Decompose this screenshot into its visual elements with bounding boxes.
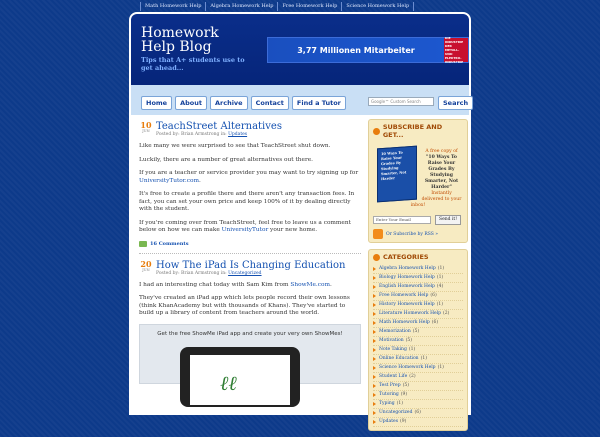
- arrow-right-icon: [373, 339, 376, 343]
- category-label[interactable]: Math Homework Help: [379, 320, 430, 325]
- post-paragraph: Luckily, there are a number of great alternatives out there.: [139, 156, 313, 163]
- category-label[interactable]: Student Life: [379, 374, 408, 379]
- post-paragraph: If you are a teacher or service provider you may want to try signing up for UniversityTutor.com.: [139, 170, 359, 184]
- post-paragraph-suffix: your new home.: [268, 227, 318, 233]
- category-item[interactable]: [373, 346, 463, 355]
- arrow-right-icon: [373, 294, 376, 298]
- blog-title[interactable]: Homework Help Blog: [141, 25, 219, 55]
- category-item[interactable]: [373, 274, 463, 283]
- post-paragraph: I had an interesting chat today with Sam Kim from ShowMe.com.: [139, 281, 332, 288]
- categories-widget: [368, 249, 468, 431]
- post-header: [139, 121, 361, 138]
- category-label[interactable]: Literature Homework Help: [379, 311, 442, 316]
- category-item[interactable]: [373, 328, 463, 337]
- top-link-math[interactable]: Math Homework Help: [140, 2, 206, 11]
- category-item[interactable]: [373, 283, 463, 292]
- post-day: 10: [140, 120, 152, 130]
- category-count: (1): [436, 275, 444, 280]
- arrow-right-icon: [373, 420, 376, 424]
- site-header: [129, 12, 471, 85]
- ipad-screen: [190, 355, 290, 405]
- category-count: (9): [400, 419, 407, 424]
- category-count: (1): [408, 347, 416, 352]
- category-label[interactable]: History Homework Help: [379, 302, 435, 307]
- banner-logo: DIE INDUSTRIE DER METALL- UND ELEKTRO-INDUSTRIE: [444, 38, 468, 62]
- arrow-right-icon: [373, 357, 376, 361]
- category-count: (5): [402, 383, 409, 388]
- offer-delivery: Instantly delivered to your inbox!: [410, 191, 462, 208]
- universitytutor-link[interactable]: UniversityTutor: [221, 227, 269, 233]
- category-item[interactable]: [373, 355, 463, 364]
- post-paragraph-text: I had an interesting chat today with Sam Kim from: [139, 281, 289, 288]
- send-button[interactable]: Send it!: [435, 215, 461, 225]
- categories-title-text: CATEGORIES: [383, 253, 429, 261]
- category-item[interactable]: [373, 265, 463, 274]
- arrow-right-icon: [373, 375, 376, 379]
- category-label[interactable]: Tutoring: [379, 392, 399, 397]
- subscribe-widget: [368, 119, 468, 243]
- category-label[interactable]: Motivation: [379, 338, 404, 343]
- page-body: [129, 115, 471, 424]
- post-paragraph: It's free to create a profile there and there aren't any transaction fees. In fact, you can set your own price and keep 100% of it by dealing directly with the student.: [139, 191, 355, 212]
- category-label[interactable]: Biology Homework Help: [379, 275, 435, 280]
- category-count: (9): [400, 392, 408, 397]
- ipad-image: [180, 347, 300, 407]
- nav-contact[interactable]: Contact: [251, 96, 289, 110]
- nav-archive[interactable]: Archive: [210, 96, 248, 110]
- category-item[interactable]: [373, 319, 463, 328]
- arrow-right-icon: [373, 303, 376, 307]
- arrow-right-icon: [373, 402, 376, 406]
- rss-icon: [373, 229, 383, 239]
- showme-link[interactable]: ShowMe.com: [290, 281, 330, 288]
- widget-bullet-icon: [373, 128, 380, 135]
- subscribe-title-text: SUBSCRIBE AND GET...: [382, 123, 443, 139]
- post-category-link[interactable]: Updates: [228, 132, 248, 137]
- email-signup: [373, 209, 463, 225]
- category-count: (1): [437, 365, 444, 370]
- category-item[interactable]: [373, 301, 463, 310]
- category-item[interactable]: [373, 382, 463, 391]
- category-item[interactable]: [373, 337, 463, 346]
- post-meta: [156, 132, 282, 138]
- arrow-right-icon: [373, 285, 376, 289]
- category-count: (5): [405, 338, 413, 343]
- arrow-right-icon: [373, 366, 376, 370]
- post-category-link[interactable]: Uncategorized: [228, 270, 262, 276]
- video-caption: Get the free ShowMe iPad app and create your very own ShowMes!: [157, 330, 343, 337]
- post-month: JUN: [142, 267, 150, 272]
- search-input[interactable]: Google™ Custom Search: [368, 97, 434, 106]
- post-divider: [139, 253, 361, 254]
- post-teachstreet: [139, 121, 361, 247]
- category-count: (2): [409, 374, 416, 379]
- arrow-right-icon: [373, 384, 376, 388]
- category-label[interactable]: Online Education: [379, 356, 419, 361]
- category-item[interactable]: [373, 418, 463, 427]
- post-paragraph: Like many we were surprised to see that TeachStreet shut down.: [139, 143, 331, 149]
- category-item[interactable]: [373, 409, 463, 418]
- post-title[interactable]: TeachStreet Alternatives: [156, 121, 282, 132]
- page-container: [129, 12, 471, 424]
- arrow-right-icon: [373, 393, 376, 397]
- nav-about[interactable]: About: [175, 96, 207, 110]
- top-links-bar: [140, 2, 414, 11]
- ad-banner[interactable]: [267, 37, 469, 63]
- nav-bar: [129, 85, 471, 115]
- post-date: [139, 121, 153, 133]
- video-embed[interactable]: [139, 324, 361, 395]
- category-count: (1): [437, 266, 445, 271]
- category-label[interactable]: Test Prep: [379, 383, 401, 388]
- category-label[interactable]: Science Homework Help: [379, 365, 436, 370]
- email-field[interactable]: Enter Your Email: [373, 216, 431, 224]
- category-count: (4): [436, 284, 444, 289]
- offer-title: "10 Ways To Raise Your Grades By Studying Smarter, Not Harder": [424, 155, 459, 190]
- comments-link[interactable]: [139, 241, 361, 247]
- post-author: Posted by: Brian Armstrong in:: [156, 270, 227, 276]
- category-label[interactable]: Uncategorized: [379, 410, 413, 415]
- category-label[interactable]: Free Homework Help: [379, 293, 429, 298]
- category-count: (6): [431, 320, 439, 325]
- post-paragraph: [139, 220, 361, 235]
- rss-link[interactable]: [373, 229, 463, 239]
- nav-home[interactable]: Home: [141, 96, 172, 110]
- nav-find-tutor[interactable]: Find a Tutor: [292, 96, 346, 110]
- category-count: (1): [396, 401, 404, 406]
- category-count: (1): [420, 356, 427, 361]
- post-date: [139, 260, 153, 272]
- top-link-science[interactable]: Science Homework Help: [342, 2, 414, 11]
- category-label[interactable]: Algebra Homework Help: [379, 266, 436, 271]
- post-paragraph: They've created an iPad app which lets people record their own lessons (think KhanAcademy but with thousands of Khans). They've started to build up a library of content from teachers around the world.: [139, 295, 350, 316]
- widget-bullet-icon: [373, 254, 380, 261]
- category-item[interactable]: [373, 310, 463, 319]
- post-author: Posted by: Brian Armstrong in:: [156, 132, 227, 137]
- category-count: (2): [443, 311, 450, 316]
- arrow-right-icon: [373, 411, 376, 415]
- offer-intro: A free copy of: [425, 149, 458, 154]
- category-label[interactable]: Memorization: [379, 329, 411, 334]
- category-label[interactable]: Note Taking: [379, 347, 407, 352]
- arrow-right-icon: [373, 276, 376, 280]
- category-item[interactable]: [373, 364, 463, 373]
- arrow-right-icon: [373, 321, 376, 325]
- main-nav: [141, 96, 346, 110]
- search-button[interactable]: Search: [438, 96, 473, 110]
- category-item[interactable]: [373, 373, 463, 382]
- category-list: [373, 265, 463, 427]
- comment-icon: [139, 241, 147, 247]
- category-label[interactable]: Updates: [379, 419, 399, 424]
- rss-text: Or Subscribe by RSS »: [386, 231, 439, 237]
- banner-text: 3,77 Millionen Mitarbeiter: [297, 45, 415, 55]
- arrow-right-icon: [373, 348, 376, 352]
- comments-count: 16 Comments: [150, 240, 189, 247]
- post-paragraph-text: If you are a teacher or service provider you may want to try signing up for: [139, 170, 359, 176]
- post-title[interactable]: How The iPad Is Changing Education: [156, 259, 346, 271]
- arrow-right-icon: [373, 267, 376, 271]
- category-label[interactable]: English Homework Help: [379, 284, 435, 289]
- universitytutor-com-link[interactable]: UniversityTutor.com: [139, 177, 200, 184]
- main-content: [139, 120, 361, 395]
- category-item[interactable]: [373, 400, 463, 409]
- blog-tagline: Tips that A+ students use to get ahead...: [141, 56, 245, 72]
- categories-title: [373, 253, 463, 261]
- category-item[interactable]: [373, 391, 463, 400]
- post-month: JUN: [142, 129, 150, 133]
- subscribe-title: [373, 123, 463, 139]
- category-count: (6): [430, 293, 437, 298]
- top-link-free[interactable]: Free Homework Help: [278, 2, 342, 11]
- category-count: (5): [412, 329, 420, 334]
- category-label[interactable]: Typing: [379, 401, 395, 406]
- post-paragraph-text: If you're coming over from TeachStreet, feel free to leave us a comment below on how we can make: [139, 219, 351, 233]
- post-header: [139, 260, 361, 277]
- ebook-cover: 10 Ways To Raise Your Grades By Studying Smarter, Not Harder: [377, 146, 417, 203]
- post-meta: [156, 271, 345, 277]
- arrow-right-icon: [373, 312, 376, 316]
- sidebar: [368, 119, 468, 437]
- arrow-right-icon: [373, 330, 376, 334]
- category-count: (1): [436, 302, 444, 307]
- category-count: (6): [414, 410, 421, 415]
- category-item[interactable]: [373, 292, 463, 301]
- scribble-drawing: ℓℓ: [220, 370, 237, 395]
- post-day: 20: [140, 258, 152, 269]
- post-ipad: [139, 258, 361, 395]
- top-link-algebra[interactable]: Algebra Homework Help: [206, 2, 278, 11]
